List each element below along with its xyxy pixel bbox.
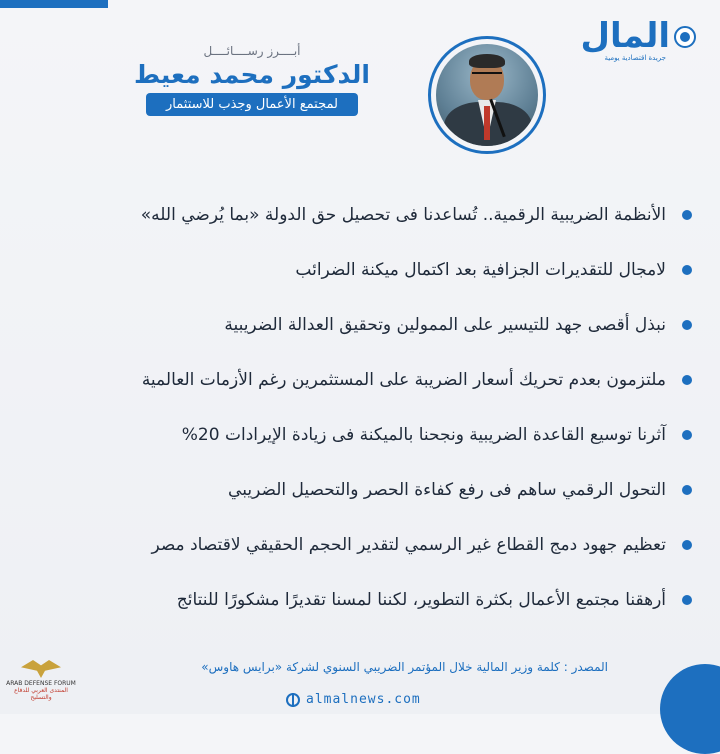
speaker-portrait: [428, 36, 546, 154]
quote-item: [52, 418, 692, 473]
portrait-photo: [436, 44, 538, 146]
quote-item: [52, 528, 692, 583]
corner-decoration: [660, 664, 720, 754]
watermark-line2: المنتدى العربي للدفاع والتسليح: [14, 687, 68, 701]
quote-item: [52, 253, 692, 308]
bullet-dot-icon: [682, 595, 692, 605]
bullet-dot-icon: [682, 375, 692, 385]
quote-text: لامجال للتقديرات الجزافية بعد اكتمال ميكنة الضرائب: [295, 260, 666, 280]
source-note: المصدر : كلمة وزير المالية خلال المؤتمر الضريبي السنوي لشركة «برايس هاوس»: [201, 660, 608, 674]
quote-item: [52, 583, 692, 638]
bullet-dot-icon: [682, 485, 692, 495]
bullet-dot-icon: [682, 430, 692, 440]
bullet-dot-icon: [682, 265, 692, 275]
footer: [286, 692, 421, 707]
quote-item: [52, 198, 692, 253]
header: [102, 44, 402, 116]
quote-text: نبذل أقصى جهد للتيسير على الممولين وتحقيق العدالة الضريبية: [224, 315, 666, 335]
watermark-line1: ARAB DEFENSE FORUM: [6, 680, 76, 687]
quote-text: أرهقنا مجتمع الأعمال بكثرة التطوير، لكننا لمسنا تقديرًا مشكورًا للنتائج: [176, 590, 666, 610]
quote-text: التحول الرقمي ساهم فى رفع كفاءة الحصر والتحصيل الضريبي: [228, 480, 666, 500]
quote-item: [52, 308, 692, 363]
almal-logo: [580, 14, 696, 64]
globe-icon: [286, 693, 300, 707]
bullet-dot-icon: [682, 320, 692, 330]
quote-text: ملتزمون بعدم تحريك أسعار الضريبة على المستثمرين رغم الأزمات العالمية: [141, 370, 666, 390]
bullet-dot-icon: [682, 210, 692, 220]
quotes-list: [52, 198, 692, 638]
header-kicker: أبــــرز رســــائــــل: [203, 44, 301, 58]
logo-wordmark: المال: [580, 16, 670, 56]
top-accent-stripe: [0, 0, 108, 8]
header-tagline: لمجتمع الأعمال وجذب للاستثمار: [146, 93, 358, 116]
quote-text: تعظيم جهود دمج القطاع غير الرسمي لتقدير الحجم الحقيقي لاقتصاد مصر: [151, 535, 666, 555]
speaker-name: الدكتور محمد معيط: [134, 60, 370, 89]
website-link[interactable]: almalnews.com: [306, 692, 421, 707]
bullet-dot-icon: [682, 540, 692, 550]
quote-text: آثرنا توسيع القاعدة الضريبية ونجحنا بالميكنة فى زيادة الإيرادات 20%: [181, 425, 666, 445]
almal-logo-icon: [674, 26, 696, 48]
quote-item: [52, 363, 692, 418]
eagle-emblem-icon: [21, 660, 61, 678]
quote-item: [52, 473, 692, 528]
arab-defense-forum-watermark: [6, 660, 76, 710]
quote-text: الأنظمة الضريبية الرقمية.. تُساعدنا فى تحصيل حق الدولة «بما يُرضي الله»: [140, 205, 666, 225]
logo-subtitle: جريدة اقتصادية يومية: [604, 54, 666, 62]
